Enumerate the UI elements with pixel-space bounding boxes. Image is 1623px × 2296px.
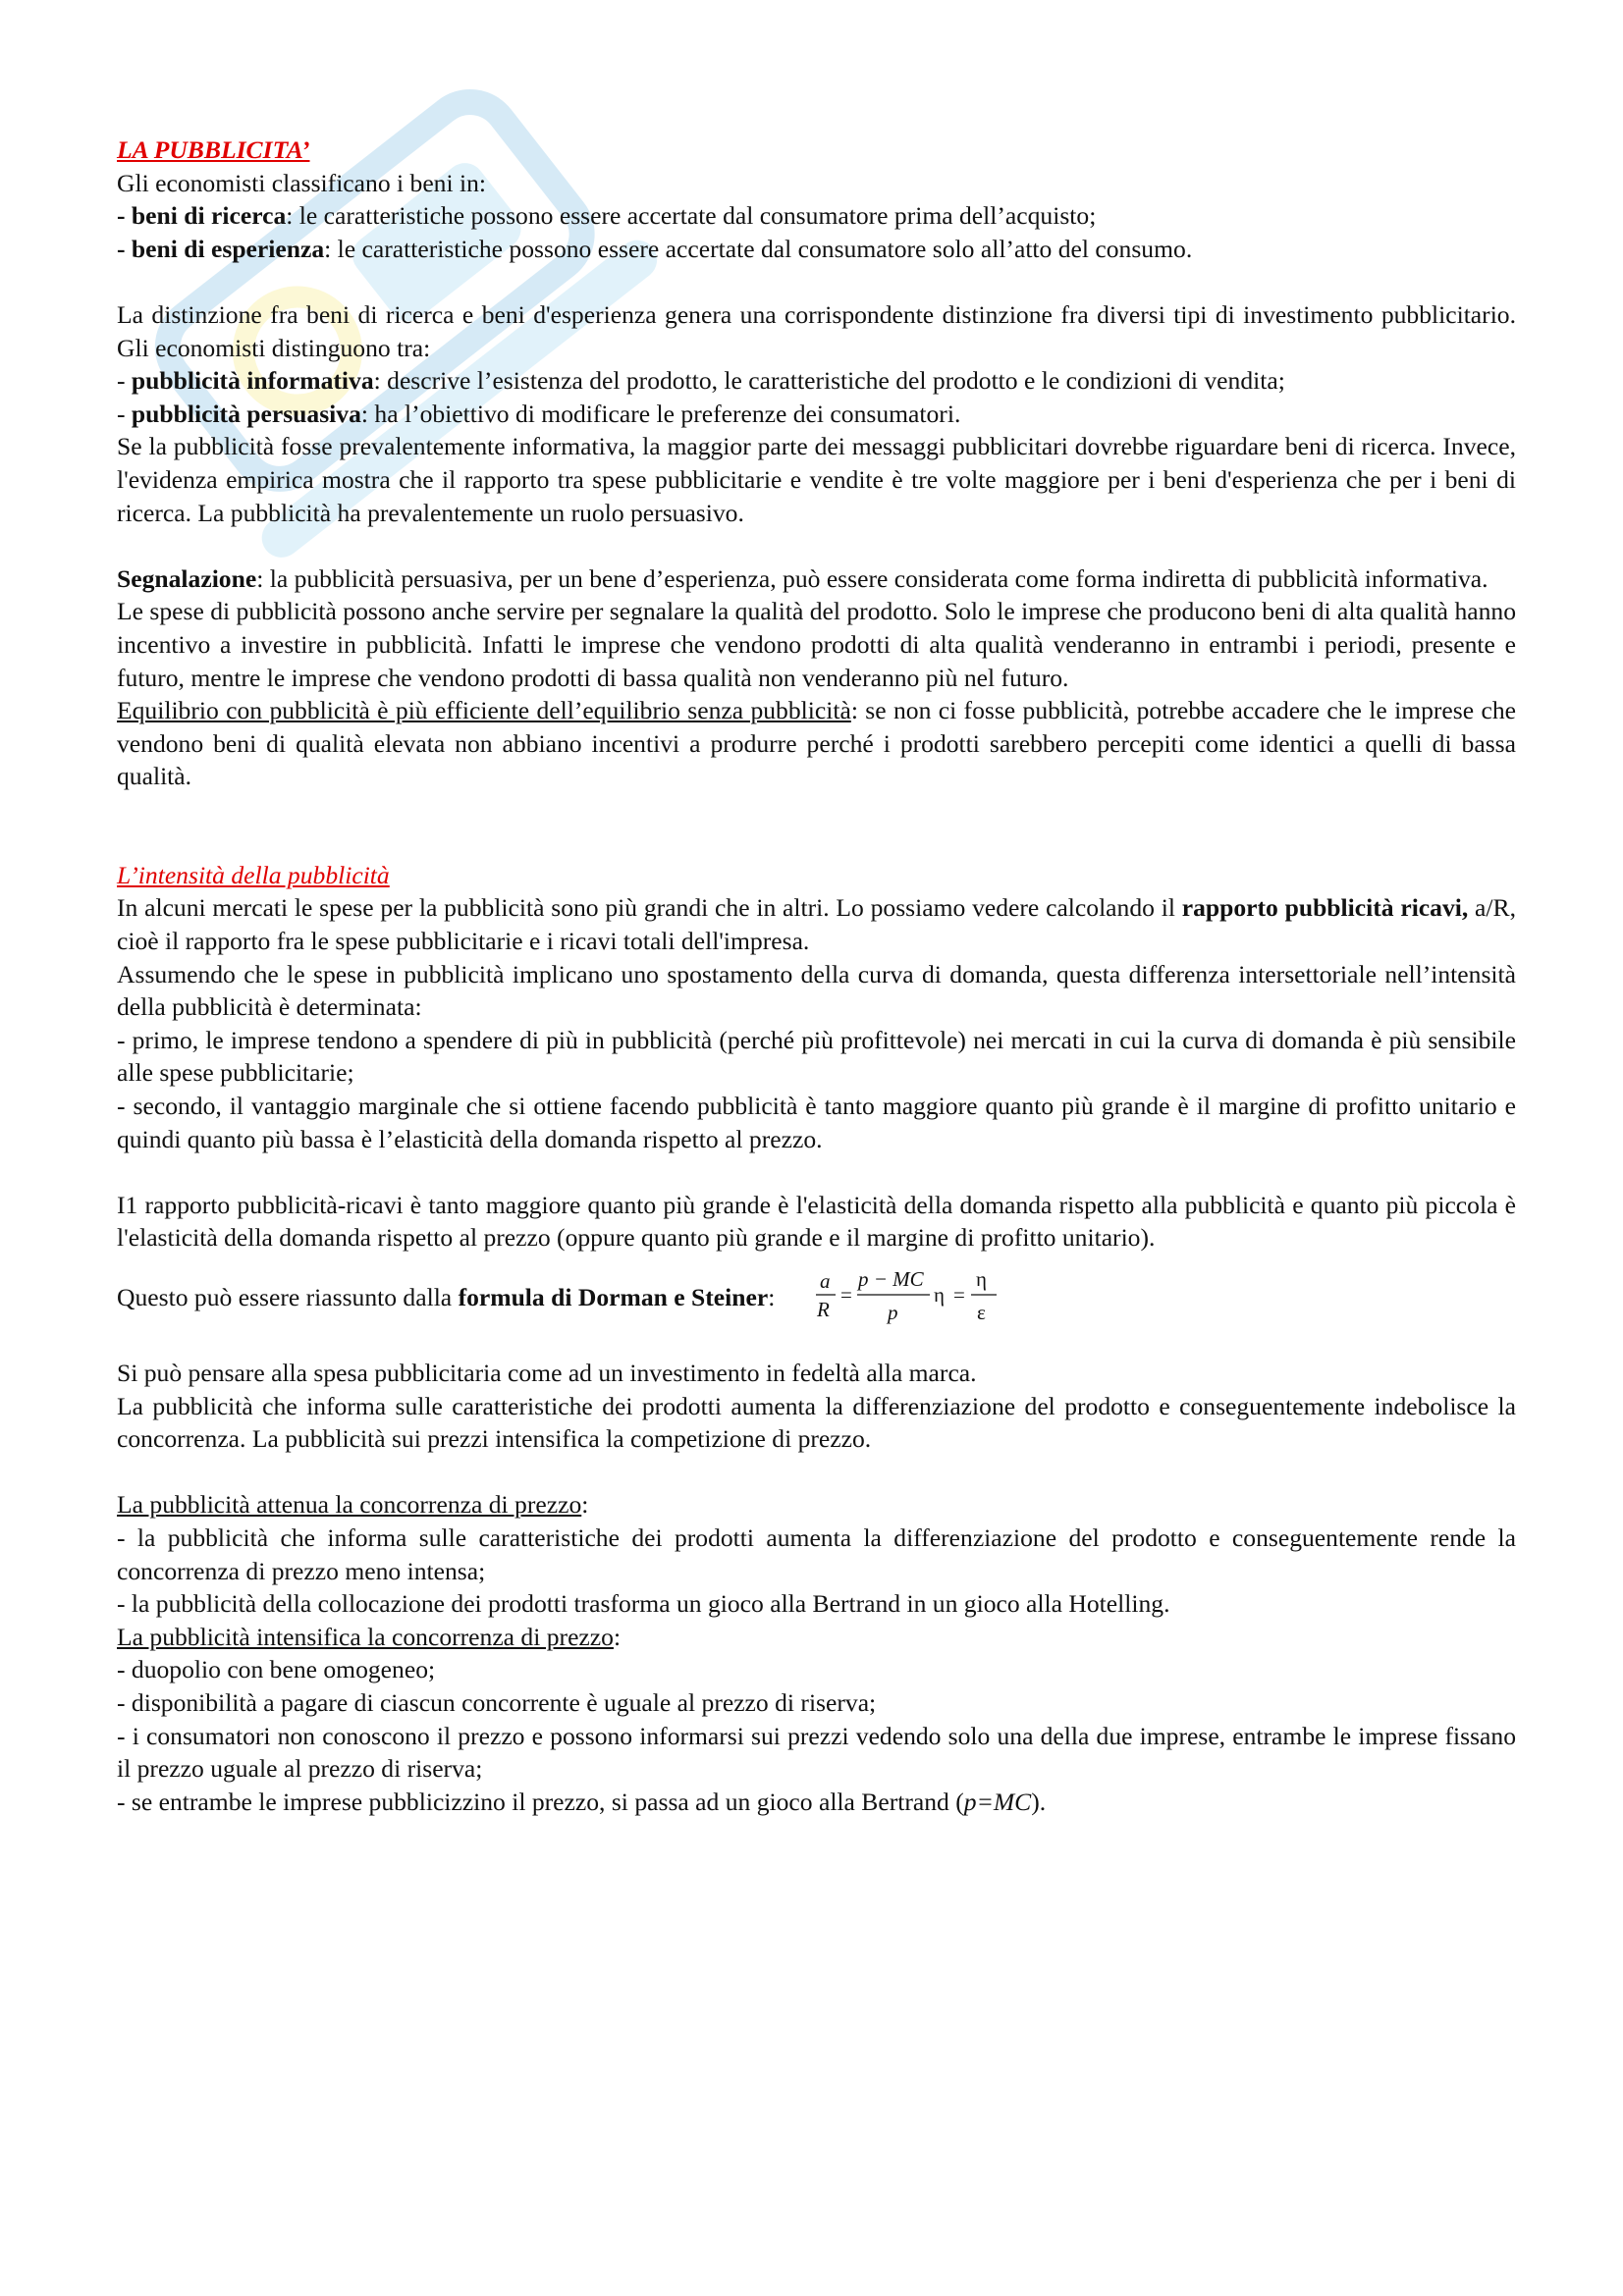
term: rapporto pubblicità ricavi, bbox=[1181, 893, 1469, 923]
subheading-intensifica bbox=[117, 1621, 1516, 1654]
paragraph: Se la pubblicità fosse prevalentemente informativa, la maggior parte dei messaggi pubblicitari dovrebbe riguardare beni di ricerca. Invece, l'evidenza empirica mostra che il rapporto tra spese pubblicitarie e vendite è tre volte maggiore per i beni d'esperienza che per i beni di ricerca. La pubblicità ha prevalentemente un ruolo persuasivo. bbox=[117, 432, 1516, 527]
definition: : la pubblicità persuasiva, per un bene d’esperienza, può essere considerata come forma indiretta di pubblicità informativa. bbox=[256, 563, 1488, 593]
list-item: - disponibilità a pagare di ciascun concorrente è uguale al prezzo di riserva; bbox=[117, 1687, 877, 1717]
inline-formula: p=MC bbox=[963, 1787, 1032, 1816]
bullet: - bbox=[117, 399, 132, 428]
underlined-statement: Equilibrio con pubblicità è più efficiente dell’equilibrio senza pubblicità bbox=[117, 696, 851, 725]
formula-denominator: p bbox=[888, 1301, 898, 1324]
subheading-attenua bbox=[117, 1488, 1516, 1522]
term: - beni di esperienza bbox=[117, 234, 325, 263]
formula-equals: = bbox=[840, 1283, 853, 1307]
text: - se entrambe le imprese pubblicizzino il prezzo, si passa ad un gioco alla Bertrand ( bbox=[117, 1787, 964, 1816]
paragraph-segnalazione bbox=[117, 562, 1516, 596]
document-page bbox=[117, 133, 1516, 1818]
formula-intro bbox=[117, 1281, 775, 1314]
text: Questo può essere riassunto dalla bbox=[117, 1283, 459, 1312]
definition: : descrive l’esistenza del prodotto, le caratteristiche del prodotto e le condizioni di vendita; bbox=[373, 366, 1285, 396]
list-item: - i consumatori non conoscono il prezzo e possono informarsi sui prezzi vedendo solo una della due imprese, entrambe le imprese fissano il prezzo uguale al prezzo di riserva; bbox=[117, 1721, 1516, 1784]
list-item: - la pubblicità che informa sulle caratteristiche dei prodotti aumenta la differenziazione del prodotto e conseguentemente rende la concorrenza di prezzo meno intensa; bbox=[117, 1522, 1516, 1585]
term: pubblicità informativa bbox=[131, 366, 374, 396]
list-item: - la pubblicità della collocazione dei prodotti trasforma un gioco alla Bertrand in un gioco alla Hotelling. bbox=[117, 1589, 1170, 1619]
dorfman-steiner-formula bbox=[814, 1262, 1020, 1333]
list-item-beni-ricerca bbox=[117, 199, 1516, 233]
paragraph: Le spese di pubblicità possono anche servire per segnalare la qualità del prodotto. Solo le imprese che producono beni di alta qualità hanno incentivo a investire in pubblicità. Infatti le imprese che vendono prodotti di alta qualità venderanno in entrambi i periodi, presente e futuro, mentre le imprese che vendono prodotti di bassa qualità non venderanno più nel futuro. bbox=[117, 597, 1516, 692]
list-item bbox=[117, 1786, 1516, 1819]
formula-epsilon: ε bbox=[977, 1301, 987, 1324]
section-title-intensita: L’intensità della pubblicità bbox=[117, 860, 390, 889]
text: In alcuni mercati le spese per la pubblicità sono più grandi che in altri. Lo possiamo vedere calcolando il bbox=[117, 893, 1182, 923]
paragraph: Si può pensare alla spesa pubblicitaria come ad un investimento in fedeltà alla marca. bbox=[117, 1359, 977, 1387]
formula-a: a bbox=[820, 1269, 831, 1293]
paragraph: La pubblicità che informa sulle caratteristiche dei prodotti aumenta la differenziazione del prodotto e conseguentemente indebolisce la concorrenza. La pubblicità sui prezzi intensifica la competizione di prezzo. bbox=[117, 1391, 1516, 1454]
text: : bbox=[768, 1283, 776, 1312]
list-item-informativa bbox=[117, 364, 1516, 398]
paragraph: - primo, le imprese tendono a spendere di più in pubblicità (perché più profittevole) nei mercati in cui la curva di domanda è più sensibile alle spese pubblicitarie; bbox=[117, 1025, 1516, 1088]
paragraph-equilibrio bbox=[117, 694, 1516, 793]
paragraph: I1 rapporto pubblicità-ricavi è tanto maggiore quanto più grande è l'elasticità della domanda rispetto alla pubblicità e quanto più piccola è l'elasticità della domanda rispetto al prezzo (oppure quanto più grande e il margine di profitto unitario). bbox=[117, 1190, 1516, 1253]
paragraph: Assumendo che le spese in pubblicità implicano uno spostamento della curva di domanda, questa differenza intersettoriale nell’intensità della pubblicità è determinata: bbox=[117, 959, 1516, 1022]
formula-row bbox=[117, 1262, 1516, 1333]
underlined-heading: La pubblicità attenua la concorrenza di prezzo bbox=[117, 1490, 582, 1520]
list-item-persuasiva bbox=[117, 398, 1516, 431]
section-title-pubblicita: LA PUBBLICITA’ bbox=[117, 135, 310, 164]
intro-text: Gli economisti classificano i beni in: bbox=[117, 168, 487, 197]
formula-R: R bbox=[817, 1298, 831, 1321]
term: pubblicità persuasiva bbox=[131, 399, 361, 428]
list-item-beni-esperienza bbox=[117, 233, 1516, 266]
definition: : le caratteristiche possono essere accertate dal consumatore solo all’atto del consumo. bbox=[324, 234, 1193, 263]
term: - beni di ricerca bbox=[117, 201, 287, 231]
definition: : le caratteristiche possono essere accertate dal consumatore prima dell’acquisto; bbox=[286, 201, 1097, 231]
text: a/R, cioè il rapporto fra le spese pubblicitarie e i ricavi totali dell'impresa. bbox=[117, 893, 1516, 956]
paragraph: - secondo, il vantaggio marginale che si ottiene facendo pubblicità è tanto maggiore quanto più grande è il margine di profitto unitario e quindi quanto più bassa è l’elasticità della domanda rispetto al prezzo. bbox=[117, 1092, 1516, 1153]
paragraph bbox=[117, 891, 1516, 957]
formula-equals-2: = bbox=[953, 1283, 966, 1307]
paragraph: La distinzione fra beni di ricerca e beni d'esperienza genera una corrispondente distinzione fra diversi tipi di investimento pubblicitario. Gli economisti distinguono tra: bbox=[117, 299, 1516, 362]
formula-numerator: p − MC bbox=[858, 1267, 924, 1291]
explanation: : se non ci fosse pubblicità, potrebbe accadere che le imprese che vendono beni di qualità elevata non abbiano incentivi a produrre perché i prodotti sarebbero percepiti come identici a quelli di bassa qualità. bbox=[117, 696, 1516, 791]
formula-eta: η bbox=[934, 1283, 946, 1307]
list-item: - duopolio con bene omogeneo; bbox=[117, 1655, 436, 1684]
definition: : ha l’obiettivo di modificare le preferenze dei consumatori. bbox=[360, 399, 961, 428]
term: Segnalazione bbox=[117, 563, 257, 593]
underlined-heading: La pubblicità intensifica la concorrenza di prezzo bbox=[117, 1622, 614, 1651]
bullet: - bbox=[117, 366, 132, 396]
text: ). bbox=[1031, 1787, 1047, 1816]
colon: : bbox=[613, 1622, 622, 1651]
formula-eta-2: η bbox=[976, 1267, 988, 1291]
term: formula di Dorman e Steiner bbox=[458, 1283, 769, 1312]
colon: : bbox=[581, 1490, 589, 1520]
